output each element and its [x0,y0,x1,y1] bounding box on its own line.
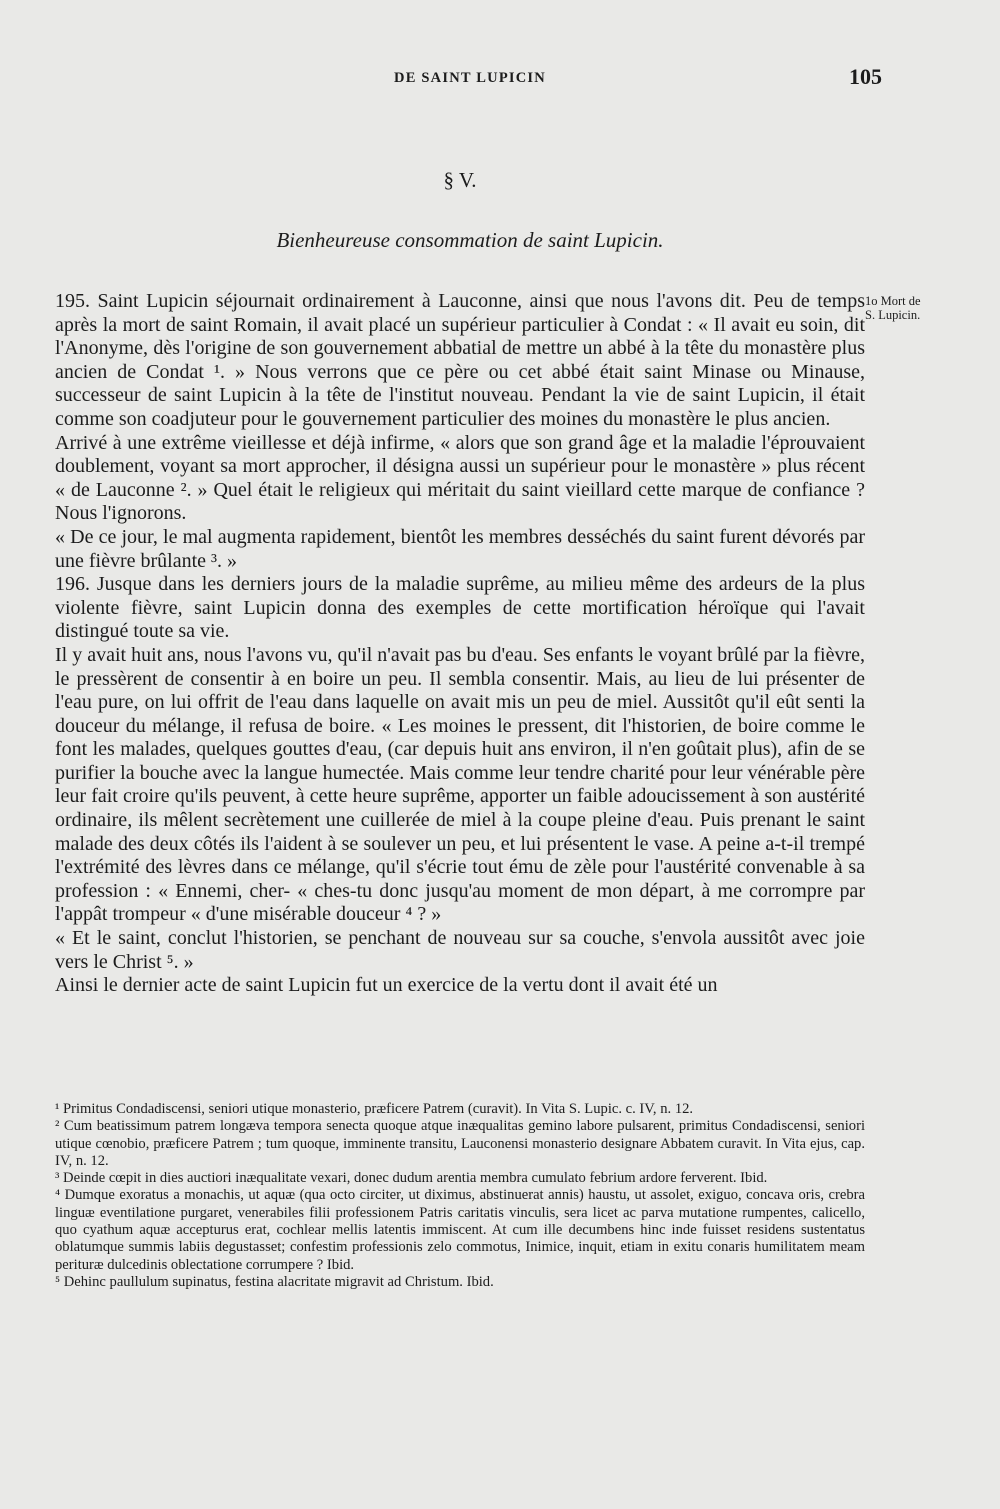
running-title: DE SAINT LUPICIN [394,70,546,86]
footnote: ⁵ Dehinc paullulum supinatus, festina alacritate migravit ad Christum. Ibid. [55,1273,494,1290]
marginal-note-line: S. Lupicin. [865,308,921,322]
section-title: Bienheureuse consommation de saint Lupicin. [276,228,664,252]
page-number: 105 [849,64,882,89]
paragraph: Arrivé à une extrême vieillesse et déjà infirme, « alors que son grand âge et la maladie l'éprouvaient doublement, voyant sa mort approcher, il désigna aussi un supérieur pour le monastère » plus récent « de Lauconne ². » Quel était le religieux qui méritait du saint vieillard cette marque de confiance ? Nous l'ignorons. [55,431,865,525]
paragraph: « Et le saint, conclut l'historien, se penchant de nouveau sur sa couche, s'envola aussitôt avec joie vers le Christ ⁵. » [55,927,865,973]
section-mark: § V. [443,168,477,192]
paragraph: Il y avait huit ans, nous l'avons vu, qu'il n'avait pas bu d'eau. Ses enfants le voyant brûlé par la fièvre, le pressèrent de consentir à en boire un peu. Il sembla consentir. Mais, au lieu de lui présenter de l'eau pure, on lui offrit de l'eau dans laquelle on avait mis un peu de miel. Aussitôt qu'il eût senti la douceur du mélange, il refusa de boire. « Les moines le pressent, dit l'historien, de boire comme le font les malades, quelques gouttes d'eau, (car depuis huit ans environ, il n'en goûtait plus), afin de se purifier la bouche avec la langue humectée. Mais comme leur tendre charité pour leur vénérable père leur fait croire qu'ils peuvent, à cette heure suprême, apporter un faible adoucissement à son austérité ordinaire, ils mêlent secrètement une cuillerée de miel à la coupe pleine d'eau. Puis prenant le saint malade des deux côtés ils l'aident à se soulever un peu, et lui présentent le vase. A peine a-t-il trempé l'extrémité des lèvres dans ce mélange, qu'il s'écrie tout ému de zèle pour l'austérité convenable à sa profession : « Ennemi, cher- « ches-tu donc jusqu'au moment de mon départ, à me corrompre par l'appât trompeur « d'une misérable douceur ⁴ ? » [55,643,865,926]
paragraph: Ainsi le dernier acte de saint Lupicin fut un exercice de la vertu dont il avait été un [55,974,718,997]
paragraph: 195. Saint Lupicin séjournait ordinairement à Lauconne, ainsi que nous l'avons dit. Peu de temps après la mort de saint Romain, il avait placé un supérieur particulier à Condat : « Il avait eu soin, dit l'Anonyme, dès l'origine de son gouvernement abbatial de mettre un abbé à la tête du monastère plus ancien de Condat ¹. » Nous verrons que ce père ou cet abbé était saint Minase ou Minause, successeur de saint Lupicin à la tête de l'institut nouveau. Pendant la vie de saint Lupicin, il était comme son coadjuteur pour le gouvernement particulier des moines du monastère le plus ancien. [55,290,865,430]
footnote: ³ Deinde cœpit in dies auctiori inæqualitate vexari, donec dudum arentia membra cumulato febrium ardore ferverent. Ibid. [55,1170,768,1187]
marginal-note [865,294,965,322]
body-text [55,290,865,998]
marginal-note-line: 1o Mort de [865,294,921,308]
paragraph: 196. Jusque dans les derniers jours de la maladie suprême, au milieu même des ardeurs de la plus violente fièvre, saint Lupicin donna des exemples de cette mortification héroïque qui l'avait distingué toute sa vie. [55,573,865,643]
footnote: ⁴ Dumque exoratus a monachis, ut aquæ (qua octo circiter, ut diximus, abstinuerat annis) haustu, ut assolet, exiguo, concava oris, crebra linguæ eventilatione purgaret, venerabiles filii professionem Patris caritatis vinculis, sera licet ac parva mutatione rumpentes, calicello, quo cyathum aquæ accepturus erat, cochlear mellis latentis immiscent. At cum ille decumbens hinc inde fuisset residens sustentatus oblatumque summis labiis degustasset; confestim professionis zelo commotus, Inimice, inquit, etiam in exitu conaris humilitatem meam perituræ dulcedinis oblectatione corrumpere ? Ibid. [55,1187,865,1273]
footnote: ¹ Primitus Condadiscensi, seniori utique monasterio, præficere Patrem (curavit). In Vita S. Lupic. c. IV, n. 12. [55,1101,694,1117]
footnotes [55,1101,865,1291]
footnote: ² Cum beatissimum patrem longæva tempora senecta quoque atque inæqualitas gemino labore pulsarent, primitus Condadiscensi, seniori utique cœnobio, præficere Patrem ; tum quoque, imminente transitu, Lauconensi monasterio designare Abbatem curavit. In Vita ejus, cap. IV, n. 12. [55,1118,865,1169]
running-head [60,64,880,94]
paragraph: « De ce jour, le mal augmenta rapidement, bientôt les membres desséchés du saint furent dévorés par une fièvre brûlante ³. » [55,525,865,572]
